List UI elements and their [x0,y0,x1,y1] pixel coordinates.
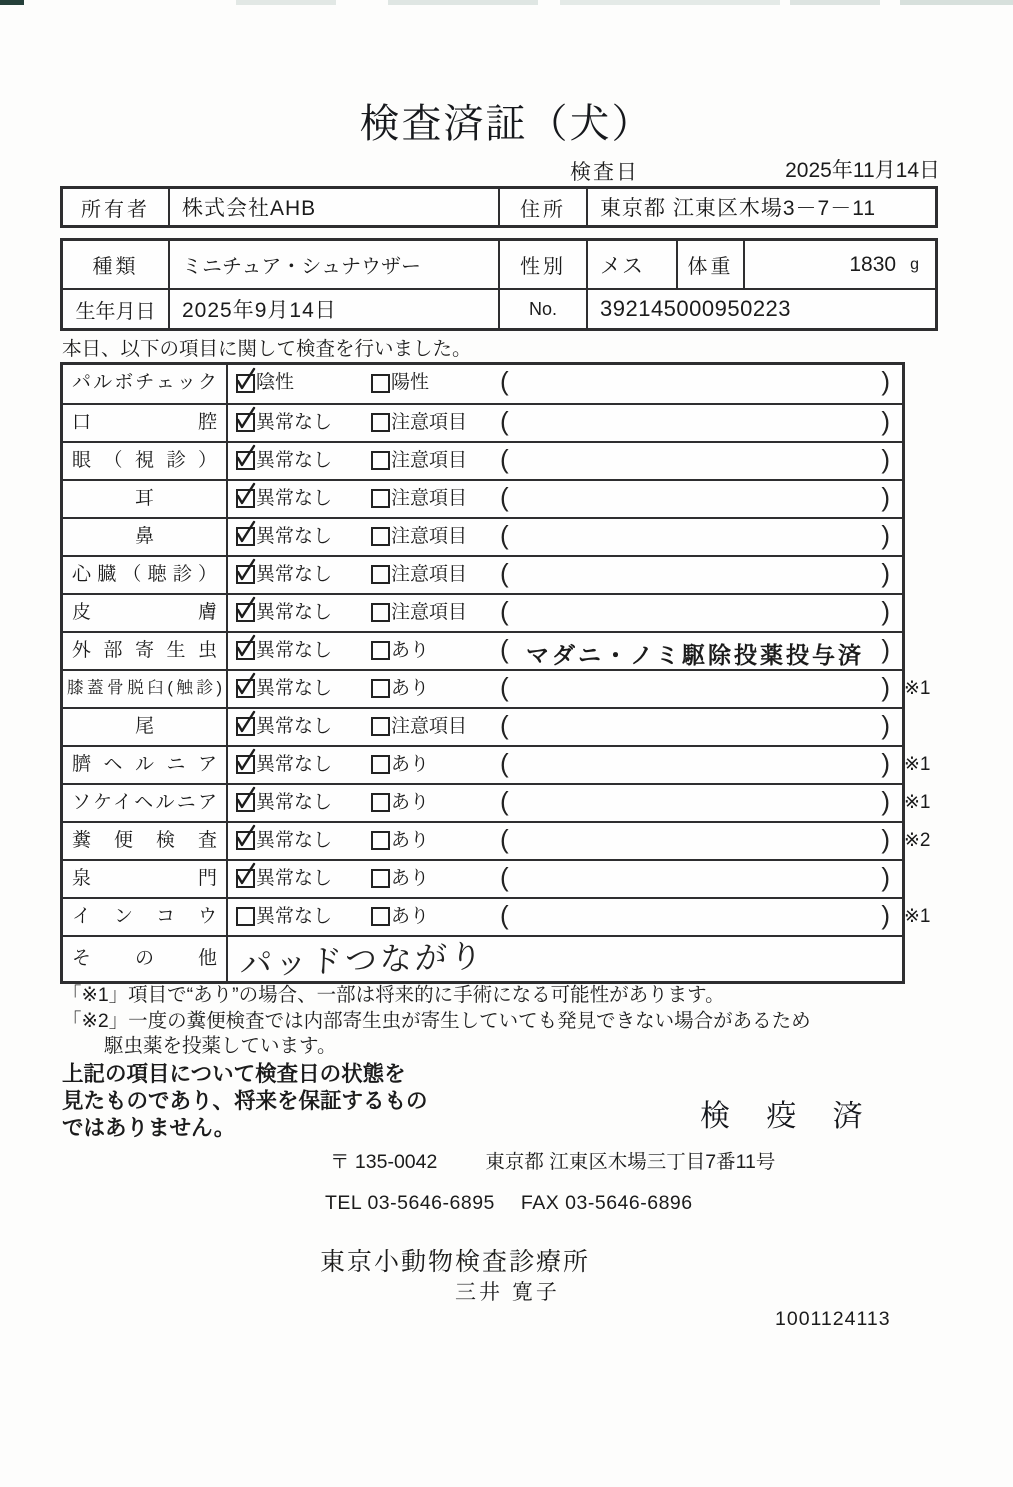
paren-open: ( [500,900,509,930]
paren-close: ) [881,596,890,626]
clinic-postal-address [330,1146,775,1174]
exam-row-eyes [63,441,902,479]
exam-row-heart [63,555,902,593]
footnote-ref: ※1 [904,792,931,813]
checkbox-no-abnormality [236,413,255,432]
checkbox-caution [371,717,390,736]
option2-label: あり [391,678,430,699]
exam-item-label: 眼（視診） [63,443,228,479]
inspection-date-value: 2025年11月14日 [785,159,940,182]
weight-value [743,241,935,288]
exam-row-content [228,595,902,631]
exam-row-content [228,785,902,821]
checkbox-negative [236,374,255,393]
weight-label: 体重 [676,241,743,288]
paren-open: ( [500,748,509,778]
exam-row-content [228,747,902,783]
paren-close: ) [881,900,890,930]
exam-item-label: パルボチェック [63,365,228,403]
checkbox-no-abnormality [236,451,255,470]
exam-row-content [228,405,902,441]
checkbox-present [371,869,390,888]
checkbox-no-abnormality [236,793,255,812]
paren-open: ( [500,634,509,664]
exam-row-content [228,633,902,669]
intro-text: 本日、以下の項目に関して検査を行いました。 [62,338,472,360]
owner-table [60,186,938,228]
paren-open: ( [500,558,509,588]
paren-open: ( [500,710,509,740]
exam-row-content [228,365,902,403]
exam-item-label: 臍ヘルニア [63,747,228,783]
clinic-address: 東京都 江東区木場三丁目7番11号 [485,1151,776,1173]
option2-label: 注意項目 [391,564,468,585]
option1-label: 異常なし [256,754,333,775]
option1-label: 異常なし [256,678,333,699]
exam-row-fecal-exam [63,821,931,859]
weight-number: 1830 [849,252,897,276]
paren-close: ) [881,482,890,512]
option2-label: 注意項目 [391,602,468,623]
checkbox-caution [371,489,390,508]
handwritten-remark: パッドつながり [239,937,486,983]
exam-item-label: 耳 [63,481,228,517]
exam-row-inkou [63,897,931,935]
paren-open: ( [500,366,509,396]
paren-open: ( [500,520,509,550]
breed-value: ミニチュア・シュナウザー [168,241,498,288]
exam-row-ears [63,479,902,517]
option1-label: 異常なし [256,526,333,547]
option2-label: 注意項目 [391,716,468,737]
exam-row-content [228,823,902,859]
option2-label: あり [391,792,430,813]
checkbox-no-abnormality [236,641,255,660]
paren-open: ( [500,862,509,892]
paren-open: ( [500,444,509,474]
option2-label: 注意項目 [391,526,468,547]
option2-label: 注意項目 [391,450,468,471]
weight-unit: g [910,255,919,273]
birth-no-row [63,290,935,328]
postal-code: 〒 135-0042 [330,1151,438,1173]
disclaimer-line-1: 上記の項目について検査日の状態を [62,1062,406,1086]
footnote-ref: ※2 [904,830,931,851]
checkbox-caution [371,451,390,470]
no-label: No. [498,290,586,328]
exam-row-skin [63,593,902,631]
exam-table [60,362,931,984]
disclaimer-line-2: 見たものであり、将来を保証するもの [62,1089,428,1113]
checkbox-caution [371,413,390,432]
checkbox-no-abnormality [236,527,255,546]
checkbox-no-abnormality [236,489,255,508]
checkbox-no-abnormality [236,603,255,622]
birthdate-value: 2025年9月14日 [168,290,498,328]
paren-close: ) [881,710,890,740]
exam-item-label: 糞便検査 [63,823,228,859]
option2-label: 注意項目 [391,488,468,509]
inspection-date-label: 検査日 [570,161,639,184]
no-value: 392145000950223 [586,290,935,328]
checkbox-present [371,793,390,812]
footnote-ref: ※1 [904,678,931,699]
checkbox-no-abnormality [236,565,255,584]
option1-label: 異常なし [256,488,333,509]
option1-label: 異常なし [256,830,333,851]
exam-item-label: 鼻 [63,519,228,555]
paren-close: ) [881,406,890,436]
option2-label: 陽性 [391,372,430,393]
option1-label: 異常なし [256,450,333,471]
footnote-ref: ※1 [904,906,931,927]
scan-edge-artifact [388,0,538,5]
clinic-telfax [325,1192,693,1215]
exam-row-content [228,519,902,555]
paren-open: ( [500,786,509,816]
checkbox-present [371,831,390,850]
exam-row-content [228,709,902,745]
option1-label: 異常なし [256,868,333,889]
exam-row-content [228,899,902,935]
option2-label: あり [391,830,430,851]
scan-edge-artifact [236,0,336,5]
exam-item-label: 口腔 [63,405,228,441]
paren-close: ) [881,520,890,550]
treatment-stamp-text: マダニ・ノミ駆除投薬投与済 [526,642,864,668]
paren-close: ) [881,366,890,396]
checkbox-present [371,755,390,774]
option1-label: 異常なし [256,412,333,433]
exam-row-content [228,557,902,593]
paren-open: ( [500,482,509,512]
animal-info-table [60,238,938,331]
birthdate-label: 生年月日 [75,300,156,323]
document-serial-number: 1001124113 [775,1308,891,1330]
checkbox-no-abnormality [236,679,255,698]
checkbox-caution [371,603,390,622]
exam-row-fontanelle [63,859,902,897]
paren-close: ) [881,748,890,778]
disclaimer-line-3: ではありません。 [62,1116,236,1140]
checkbox-no-abnormality [236,755,255,774]
fax-number: FAX 03-5646-6896 [520,1192,693,1214]
exam-item-label: 皮膚 [63,595,228,631]
footnote-1: 「※1」項目で“あり”の場合、一部は将来的に手術になる可能性があります。 [62,984,725,1006]
option1-label: 異常なし [256,792,333,813]
checkbox-no-abnormality [236,717,255,736]
breed-label: 種類 [92,256,139,278]
owner-label: 所有者 [81,198,150,221]
tel-number: TEL 03-5646-6895 [325,1192,495,1214]
clinic-name: 東京小動物検査診療所 [320,1248,591,1276]
owner-row [63,189,935,225]
option1-label: 異常なし [256,564,333,585]
checkbox-no-abnormality [236,831,255,850]
checkbox-present [371,641,390,660]
exam-row-inguinal-hernia [63,783,931,821]
exam-row-umbilical-hernia [63,745,931,783]
exam-row-external-parasites [63,631,902,669]
checkbox-caution [371,527,390,546]
checkbox-present [371,907,390,926]
exam-row-content [228,861,902,897]
checkbox-present [371,679,390,698]
sex-label: 性別 [498,241,586,288]
exam-row-nose [63,517,902,555]
option1-label: 異常なし [256,602,333,623]
option2-label: あり [391,906,430,927]
veterinarian-name: 三井 寛子 [455,1281,560,1304]
paren-close: ) [881,824,890,854]
exam-row-content [228,443,902,479]
paren-close: ) [881,634,890,664]
exam-row-content [228,937,902,981]
quarantine-complete-stamp: 検 疫 済 [700,1100,877,1133]
paren-open: ( [500,596,509,626]
exam-item-label: 泉門 [63,861,228,897]
footnotes-block [62,983,811,1060]
exam-item-label: 外部寄生虫 [63,633,228,669]
disclaimer-block [62,1061,428,1142]
paren-close: ) [881,862,890,892]
exam-item-label: その他 [63,937,228,981]
sex-value: メス [586,241,676,288]
option2-label: あり [391,640,430,661]
scan-edge-artifact [900,0,1013,5]
option2-label: あり [391,868,430,889]
paren-close: ) [881,672,890,702]
paren-open: ( [500,672,509,702]
checkbox-caution [371,565,390,584]
footnote-2: 「※2」一度の糞便検査では内部寄生虫が寄生していても発見できない場合があるため [62,1009,811,1032]
checkbox-no-abnormality [236,907,255,926]
footnote-2-continued: 駆虫薬を投薬しています。 [104,1035,337,1057]
scan-edge-artifact [0,0,24,5]
scan-edge-artifact [790,0,880,5]
exam-row-patella [63,669,931,707]
paren-close: ) [881,444,890,474]
checkbox-positive [371,374,390,393]
exam-row-content [228,481,902,517]
exam-row-content [228,671,902,707]
option2-label: あり [391,754,430,775]
exam-item-label: 膝蓋骨脱臼(触診) [63,671,228,707]
option1-label: 陰性 [256,372,295,393]
exam-row-parvo-check [63,365,902,403]
paren-close: ) [881,786,890,816]
exam-item-label: インコウ [63,899,228,935]
option1-label: 異常なし [256,716,333,737]
option1-label: 異常なし [256,640,333,661]
checkbox-no-abnormality [236,869,255,888]
address-value: 東京都 江東区木場3－7－11 [586,189,935,225]
exam-row-oral [63,403,902,441]
scan-edge-artifact [560,0,780,5]
footnote-ref: ※1 [904,754,931,775]
paren-close: ) [881,558,890,588]
exam-row-tail [63,707,902,745]
option1-label: 異常なし [256,906,333,927]
address-label: 住所 [498,189,586,225]
option2-label: 注意項目 [391,412,468,433]
exam-row-other [63,935,902,981]
exam-item-label: 尾 [63,709,228,745]
page-title: 検査済証（犬） [359,102,654,146]
owner-value: 株式会社AHB [168,189,498,225]
paren-open: ( [500,406,509,436]
exam-item-label: ソケイヘルニア [63,785,228,821]
paren-open: ( [500,824,509,854]
exam-item-label: 心臓（聴診） [63,557,228,593]
breed-sex-weight-row [63,241,935,290]
